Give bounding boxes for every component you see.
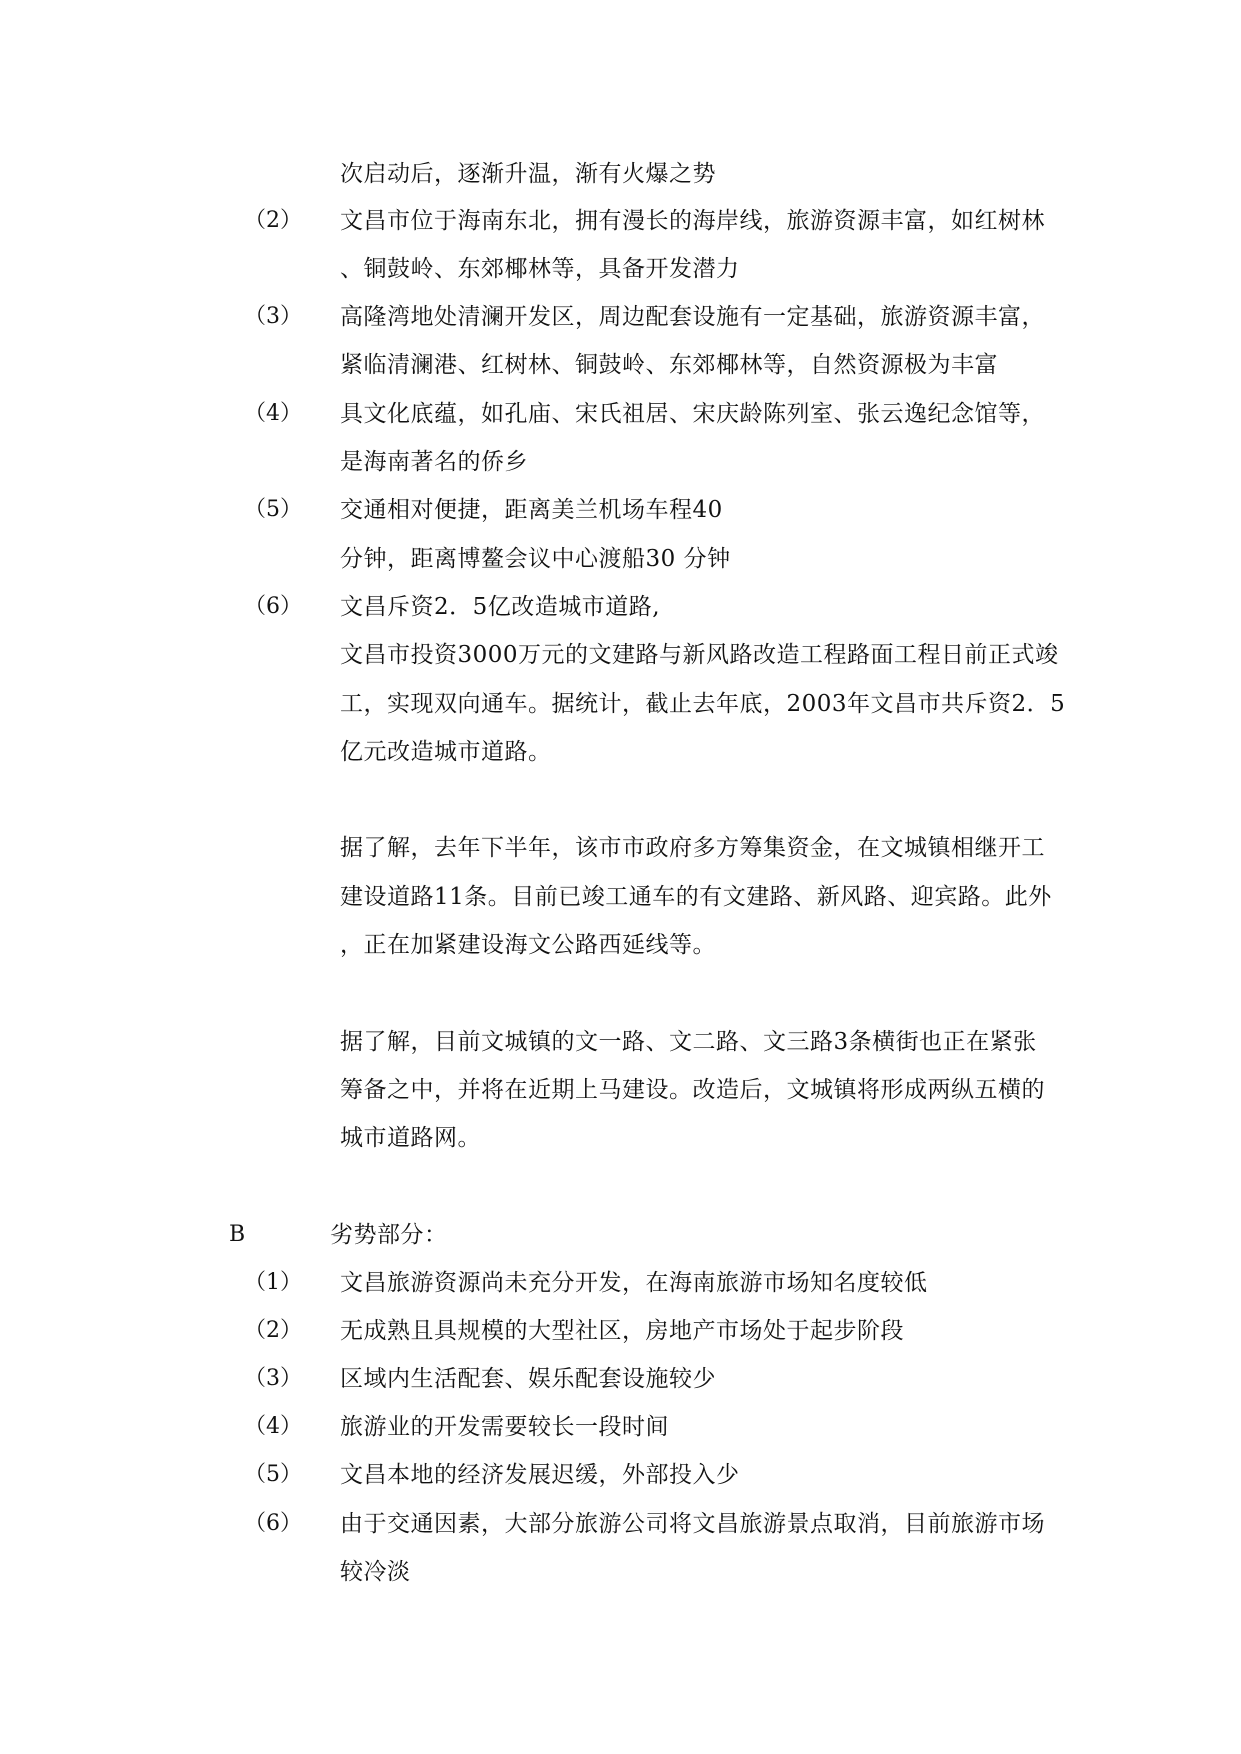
list-item-text: 分钟，距离博鳌会议中心渡船30 分钟	[340, 546, 731, 572]
list-item-text: 交通相对便捷，距离美兰机场车程40	[340, 497, 723, 523]
list-item-text: 文昌本地的经济发展迟缓，外部投入少	[340, 1462, 740, 1488]
section-title: 劣势部分：	[330, 1222, 448, 1248]
list-item-number: （5）	[244, 1462, 302, 1487]
list-item-text: 较冷淡	[340, 1559, 411, 1585]
list-item-text: 由于交通因素，大部分旅游公司将文昌旅游景点取消，目前旅游市场	[340, 1511, 1045, 1537]
paragraph-line: ，正在加紧建设海文公路西延线等。	[340, 932, 716, 958]
list-item-number: （6）	[244, 594, 302, 619]
continuation-line: 次启动后，逐渐升温，渐有火爆之势	[340, 161, 716, 187]
list-item-text: 旅游业的开发需要较长一段时间	[340, 1414, 669, 1440]
list-item-text: 具文化底蕴，如孔庙、宋氏祖居、宋庆龄陈列室、张云逸纪念馆等，	[340, 401, 1045, 427]
list-item-number: （6）	[244, 1511, 302, 1536]
list-item-number: （2）	[244, 1318, 302, 1343]
list-item-text: 、铜鼓岭、东郊椰林等，具备开发潜力	[340, 256, 740, 282]
list-item-text: 是海南著名的侨乡	[340, 449, 528, 475]
list-item-text: 区域内生活配套、娱乐配套设施较少	[340, 1366, 716, 1392]
section-label: B	[229, 1222, 246, 1247]
list-item-number: （3）	[244, 304, 302, 329]
paragraph-line: 城市道路网。	[340, 1125, 481, 1151]
list-item-text: 工，实现双向通车。据统计，截止去年底，2003年文昌市共斥资2．5	[340, 691, 1066, 717]
list-item-text: 紧临清澜港、红树林、铜鼓岭、东郊椰林等，自然资源极为丰富	[340, 352, 998, 378]
list-item-text: 文昌市投资3000万元的文建路与新风路改造工程路面工程日前正式竣	[340, 642, 1059, 668]
paragraph-line: 据了解，去年下半年，该市市政府多方筹集资金，在文城镇相继开工	[340, 835, 1045, 861]
list-item-number: （4）	[244, 1414, 302, 1439]
list-item-number: （3）	[244, 1366, 302, 1391]
list-item-text: 文昌斥资2．5亿改造城市道路,	[340, 594, 661, 620]
list-item-text: 文昌市位于海南东北，拥有漫长的海岸线，旅游资源丰富，如红树林	[340, 208, 1045, 234]
list-item-text: 高隆湾地处清澜开发区，周边配套设施有一定基础，旅游资源丰富，	[340, 304, 1045, 330]
paragraph-line: 据了解，目前文城镇的文一路、文二路、文三路3条横街也正在紧张	[340, 1029, 1037, 1055]
list-item-text: 无成熟且具规模的大型社区，房地产市场处于起步阶段	[340, 1318, 904, 1344]
list-item-number: （2）	[244, 208, 302, 233]
paragraph-line: 筹备之中，并将在近期上马建设。改造后，文城镇将形成两纵五横的	[340, 1077, 1045, 1103]
list-item-text: 亿元改造城市道路。	[340, 739, 552, 765]
list-item-number: （5）	[244, 497, 302, 522]
list-item-number: （1）	[244, 1270, 302, 1295]
paragraph-line: 建设道路11条。目前已竣工通车的有文建路、新风路、迎宾路。此外	[340, 884, 1052, 910]
list-item-text: 文昌旅游资源尚未充分开发，在海南旅游市场知名度较低	[340, 1270, 928, 1296]
list-item-number: （4）	[244, 401, 302, 426]
